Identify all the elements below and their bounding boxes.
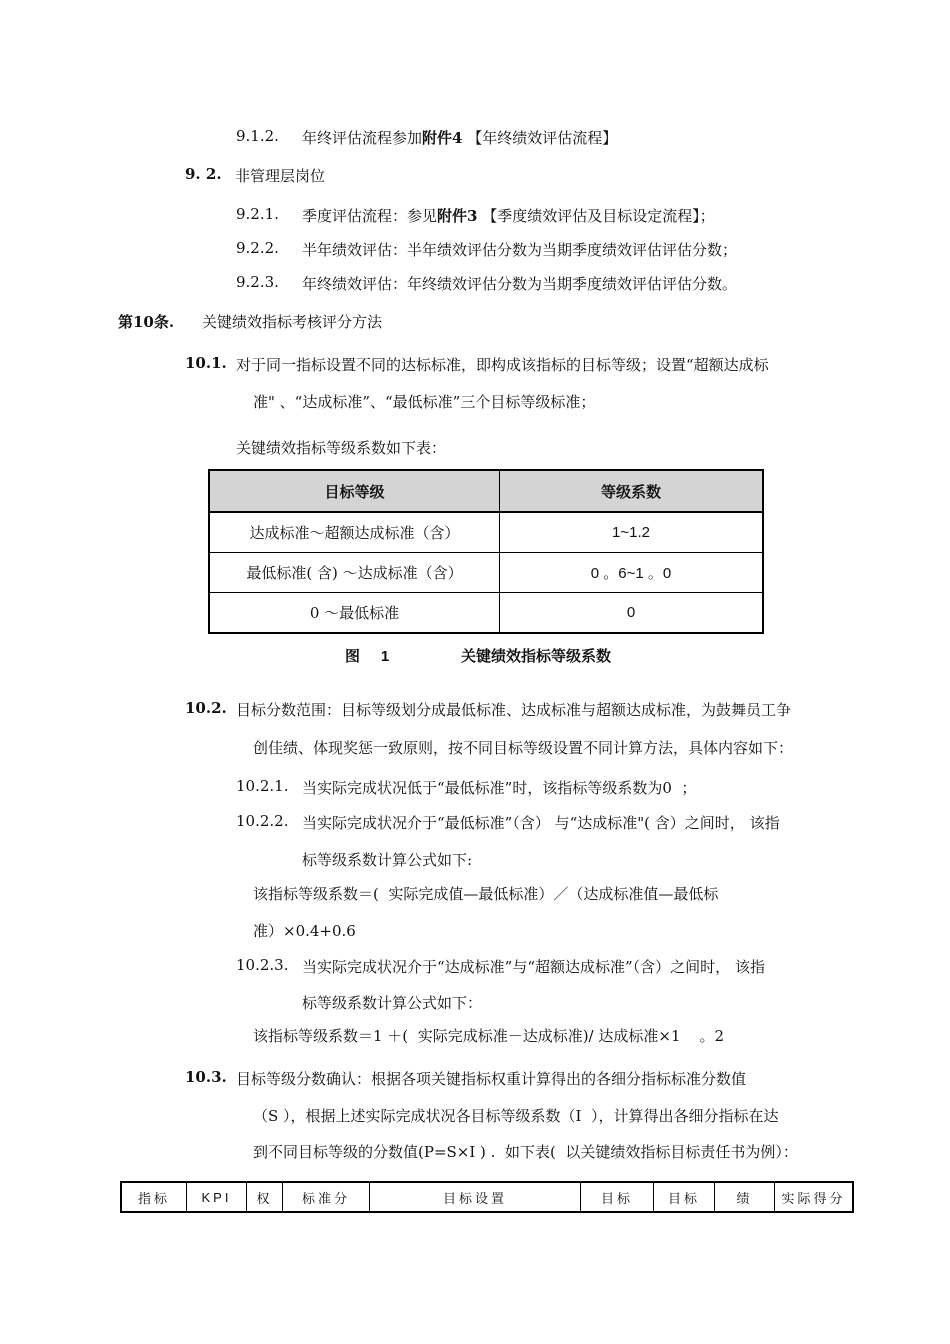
header-target-setting: 目标设置 bbox=[370, 1182, 581, 1212]
item-text-line1: 当实际完成状况介于“达成标准”与“超额达成标准”（含）之间时， 该指 bbox=[302, 958, 765, 976]
table-cell-grade: 0 ～最低标准 bbox=[209, 593, 500, 634]
header-grade-coefficient: 等级系数 bbox=[500, 470, 764, 512]
formula-1-line2: 准）×0.4+0.6 bbox=[253, 922, 356, 940]
section-number: 10.2. bbox=[185, 699, 227, 717]
header-actual-score: 实际得分 bbox=[775, 1182, 854, 1212]
table-row bbox=[209, 553, 763, 593]
item-10-2-3 bbox=[236, 956, 765, 976]
section-10-1 bbox=[185, 354, 227, 372]
section-10-2-line2: 创佳绩、体现奖惩一致原则，按不同目标等级设置不同计算方法，具体内容如下： bbox=[253, 739, 794, 757]
formula-2: 该指标等级系数＝1 ＋( 实际完成标准－达成标准)/ 达成标准×1 。2 bbox=[253, 1027, 725, 1045]
item-10-2-2 bbox=[236, 812, 780, 832]
header-indicator: 指标 bbox=[121, 1182, 187, 1212]
attachment-ref: 附件3 bbox=[437, 207, 478, 225]
item-number: 9.1.2. bbox=[236, 127, 279, 145]
table-header-row bbox=[121, 1182, 853, 1212]
formula-1-line1: 该指标等级系数＝( 实际完成值—最低标准）／（达成标准值—最低标 bbox=[253, 885, 719, 903]
header-target-b: 目标 bbox=[654, 1182, 715, 1212]
table-cell-grade: 最低标准( 含) ～达成标准（含） bbox=[209, 553, 500, 593]
item-text: 半年绩效评估：半年绩效评估分数为当期季度绩效评估评估分数； bbox=[302, 241, 738, 259]
table-cell-coefficient: 0 bbox=[500, 593, 764, 634]
table-intro: 关键绩效指标等级系数如下表： bbox=[236, 439, 447, 457]
header-target-a: 目标 bbox=[581, 1182, 654, 1212]
kpi-score-table bbox=[120, 1181, 854, 1213]
table-row bbox=[209, 512, 763, 553]
item-text: 季度评估流程：参见 bbox=[302, 207, 438, 225]
item-number: 10.2.2. bbox=[236, 812, 289, 830]
section-number: 10.1. bbox=[185, 354, 227, 372]
item-10-2-2-line2: 标等级系数计算公式如下: bbox=[302, 851, 473, 869]
section-10-1-line2: 准" 、“达成标准”、“最低标准”三个目标等级标准； bbox=[253, 393, 596, 411]
article-title: 关键绩效指标考核评分方法 bbox=[202, 313, 383, 331]
header-standard-score: 标准分 bbox=[283, 1182, 370, 1212]
item-number: 9.2.3. bbox=[236, 273, 279, 291]
section-10-3-line1: 目标等级分数确认：根据各项关键指标权重计算得出的各细分指标标准分数值 bbox=[236, 1070, 747, 1088]
figure-label: 图 1 bbox=[345, 648, 390, 665]
section-number: 9. 2. bbox=[185, 165, 222, 183]
section-title: 非管理层岗位 bbox=[235, 167, 326, 185]
article-number: 第10条. bbox=[118, 313, 175, 331]
section-10-1-line1: 对于同一指标设置不同的达标标准，即构成该指标的目标等级；设置“超额达成标 bbox=[236, 356, 769, 374]
item-10-2-3-line2: 标等级系数计算公式如下： bbox=[302, 994, 483, 1012]
section-10-3-line2: （S ），根据上述实际完成状况各目标等级系数（I ），计算得出各细分指标在达 bbox=[253, 1107, 779, 1125]
item-9-1-2 bbox=[236, 127, 618, 147]
section-10-2 bbox=[185, 699, 227, 717]
figure-title: 关键绩效指标等级系数 bbox=[461, 648, 612, 665]
table-cell-coefficient: 1~1.2 bbox=[500, 512, 764, 553]
article-10 bbox=[118, 311, 383, 332]
table-cell-grade: 达成标准～超额达成标准（含） bbox=[209, 512, 500, 553]
table-row bbox=[209, 593, 763, 634]
item-9-2-3 bbox=[236, 273, 738, 293]
item-9-2-1 bbox=[236, 205, 715, 225]
item-number: 10.2.1. bbox=[236, 777, 289, 795]
section-10-3 bbox=[185, 1068, 227, 1086]
item-number: 10.2.3. bbox=[236, 956, 289, 974]
section-9-2 bbox=[185, 165, 326, 185]
item-text-line1: 当实际完成状况介于“最低标准”（含） 与“达成标准"( 含）之间时， 该指 bbox=[302, 814, 780, 832]
item-text: 当实际完成状况低于“最低标准”时，该指标等级系数为0 ； bbox=[302, 779, 697, 797]
item-number: 9.2.2. bbox=[236, 239, 279, 257]
section-10-2-line1: 目标分数范围：目标等级划分成最低标准、达成标准与超额达成标准，为鼓舞员工争 bbox=[236, 701, 792, 719]
section-10-3-line3: 到不同目标等级的分数值(P=S×I ) . 如下表( 以关键绩效指标目标责任书为例）： bbox=[253, 1143, 798, 1161]
table-header-row bbox=[209, 470, 763, 512]
header-weight: 权 bbox=[247, 1182, 283, 1212]
attachment-ref: 附件4 bbox=[422, 129, 463, 147]
item-9-2-2 bbox=[236, 239, 738, 259]
item-text-rest: 【季度绩效评估及目标设定流程】； bbox=[482, 207, 715, 225]
item-text-rest: 【年终绩效评估流程】 bbox=[467, 129, 618, 147]
header-target-grade: 目标等级 bbox=[209, 470, 500, 512]
item-number: 9.2.1. bbox=[236, 205, 279, 223]
section-number: 10.3. bbox=[185, 1068, 227, 1086]
header-performance: 绩 bbox=[715, 1182, 775, 1212]
item-10-2-1 bbox=[236, 777, 697, 797]
header-kpi: KPI bbox=[187, 1182, 247, 1212]
item-text: 年终绩效评估：年终绩效评估分数为当期季度绩效评估评估分数。 bbox=[302, 275, 738, 293]
table-cell-coefficient: 0 。6~1 。0 bbox=[500, 553, 764, 593]
item-text: 年终评估流程参加 bbox=[302, 129, 423, 147]
grade-coefficient-table bbox=[208, 469, 764, 634]
